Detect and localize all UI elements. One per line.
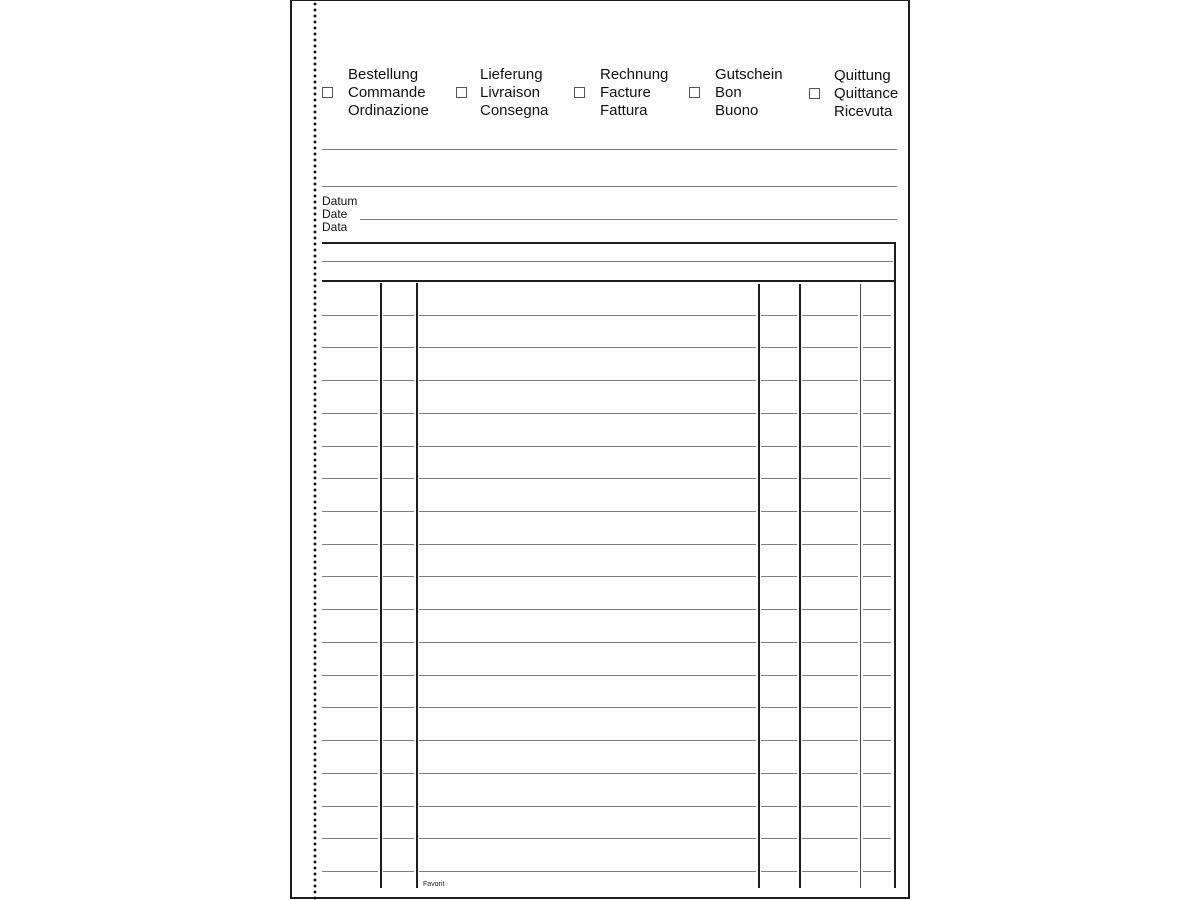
table-cell[interactable] bbox=[381, 774, 417, 807]
table-cell[interactable] bbox=[861, 512, 894, 545]
table-header-bottom-rule bbox=[322, 280, 895, 282]
table-row bbox=[322, 381, 894, 414]
column-rule-1 bbox=[380, 283, 382, 888]
table-cell[interactable] bbox=[417, 479, 759, 512]
label-it: Ricevuta bbox=[834, 103, 893, 120]
table-cell[interactable] bbox=[800, 577, 861, 610]
table-cell[interactable] bbox=[322, 577, 381, 610]
table-cell[interactable] bbox=[800, 283, 861, 316]
type-labels-delivery bbox=[480, 66, 548, 120]
label-it: Consegna bbox=[480, 102, 549, 119]
table-cell[interactable] bbox=[322, 741, 381, 774]
table-row bbox=[322, 348, 894, 381]
table-cell[interactable] bbox=[861, 381, 894, 414]
table-cell[interactable] bbox=[861, 479, 894, 512]
table-cell[interactable] bbox=[759, 283, 800, 316]
table-cell[interactable] bbox=[759, 414, 800, 447]
column-rule-5 bbox=[860, 284, 861, 888]
label-de: Bestellung bbox=[348, 66, 419, 83]
table-cell[interactable] bbox=[381, 381, 417, 414]
date-label-de: Datum bbox=[322, 194, 358, 208]
table-cell[interactable] bbox=[759, 545, 800, 578]
table-cell[interactable] bbox=[759, 708, 800, 741]
table-cell[interactable] bbox=[759, 577, 800, 610]
brand-mark: Favorit bbox=[423, 881, 445, 888]
table-cell[interactable] bbox=[381, 283, 417, 316]
table-cell[interactable] bbox=[322, 839, 381, 872]
table-cell[interactable] bbox=[381, 348, 417, 381]
type-labels-order bbox=[348, 66, 429, 120]
table-cell[interactable] bbox=[861, 610, 894, 643]
checkbox-order[interactable] bbox=[322, 87, 333, 98]
line-items-table bbox=[322, 283, 894, 872]
table-cell[interactable] bbox=[417, 414, 759, 447]
type-labels-receipt bbox=[834, 67, 898, 121]
table-cell[interactable] bbox=[800, 839, 861, 872]
table-cell[interactable] bbox=[417, 316, 759, 349]
table-cell[interactable] bbox=[417, 283, 759, 316]
table-cell[interactable] bbox=[322, 676, 381, 709]
table-cell[interactable] bbox=[381, 643, 417, 676]
table-cell[interactable] bbox=[417, 839, 759, 872]
table-cell[interactable] bbox=[381, 676, 417, 709]
table-cell[interactable] bbox=[381, 447, 417, 480]
table-cell[interactable] bbox=[759, 479, 800, 512]
table-row bbox=[322, 708, 894, 741]
type-option-delivery[interactable] bbox=[456, 66, 566, 126]
type-labels-invoice bbox=[600, 66, 668, 120]
table-cell[interactable] bbox=[417, 577, 759, 610]
table-row bbox=[322, 676, 894, 709]
checkbox-receipt[interactable] bbox=[809, 88, 820, 99]
table-cell[interactable] bbox=[417, 741, 759, 774]
table-cell[interactable] bbox=[417, 676, 759, 709]
table-cell[interactable] bbox=[417, 545, 759, 578]
type-option-invoice[interactable] bbox=[574, 66, 674, 126]
table-cell[interactable] bbox=[322, 610, 381, 643]
table-cell[interactable] bbox=[417, 610, 759, 643]
table-cell[interactable] bbox=[861, 774, 894, 807]
table-cell[interactable] bbox=[322, 414, 381, 447]
table-cell[interactable] bbox=[322, 512, 381, 545]
label-fr: Bon bbox=[715, 84, 742, 101]
table-cell[interactable] bbox=[800, 807, 861, 840]
table-cell[interactable] bbox=[322, 545, 381, 578]
table-cell[interactable] bbox=[322, 708, 381, 741]
table-cell[interactable] bbox=[381, 839, 417, 872]
table-cell[interactable] bbox=[759, 774, 800, 807]
date-field-line[interactable] bbox=[360, 219, 897, 220]
table-cell[interactable] bbox=[322, 447, 381, 480]
table-row bbox=[322, 283, 894, 316]
table-cell[interactable] bbox=[381, 708, 417, 741]
table-cell[interactable] bbox=[861, 283, 894, 316]
table-cell[interactable] bbox=[759, 447, 800, 480]
table-row bbox=[322, 316, 894, 349]
label-de: Quittung bbox=[834, 67, 891, 84]
table-row bbox=[322, 447, 894, 480]
type-option-order[interactable] bbox=[322, 66, 442, 126]
table-cell[interactable] bbox=[800, 414, 861, 447]
table-row bbox=[322, 839, 894, 872]
table-cell[interactable] bbox=[800, 774, 861, 807]
type-option-receipt[interactable] bbox=[809, 67, 904, 127]
label-it: Fattura bbox=[600, 102, 648, 119]
table-cell[interactable] bbox=[759, 381, 800, 414]
table-cell[interactable] bbox=[417, 512, 759, 545]
table-cell[interactable] bbox=[800, 643, 861, 676]
table-cell[interactable] bbox=[759, 643, 800, 676]
checkbox-invoice[interactable] bbox=[574, 87, 585, 98]
column-rule-4 bbox=[799, 284, 801, 888]
table-cell[interactable] bbox=[381, 807, 417, 840]
table-cell[interactable] bbox=[417, 447, 759, 480]
table-header-field-line[interactable] bbox=[322, 261, 893, 262]
table-cell[interactable] bbox=[322, 643, 381, 676]
table-cell[interactable] bbox=[861, 577, 894, 610]
table-cell[interactable] bbox=[417, 381, 759, 414]
table-cell[interactable] bbox=[759, 807, 800, 840]
label-de: Gutschein bbox=[715, 66, 783, 83]
table-cell[interactable] bbox=[381, 414, 417, 447]
table-cell[interactable] bbox=[322, 283, 381, 316]
table-cell[interactable] bbox=[800, 512, 861, 545]
table-cell[interactable] bbox=[800, 381, 861, 414]
table-cell[interactable] bbox=[800, 610, 861, 643]
table-row bbox=[322, 741, 894, 774]
table-cell[interactable] bbox=[861, 447, 894, 480]
label-de: Lieferung bbox=[480, 66, 543, 83]
date-label-it: Data bbox=[322, 220, 348, 234]
address-line-1[interactable] bbox=[322, 149, 897, 150]
table-row bbox=[322, 774, 894, 807]
table-cell[interactable] bbox=[322, 807, 381, 840]
table-cell[interactable] bbox=[759, 839, 800, 872]
table-cell[interactable] bbox=[381, 479, 417, 512]
label-fr: Facture bbox=[600, 84, 651, 101]
date-label-fr: Date bbox=[322, 207, 348, 221]
table-cell[interactable] bbox=[861, 708, 894, 741]
table-cell[interactable] bbox=[759, 512, 800, 545]
table-cell[interactable] bbox=[381, 512, 417, 545]
table-cell[interactable] bbox=[381, 316, 417, 349]
table-cell[interactable] bbox=[800, 545, 861, 578]
table-cell[interactable] bbox=[381, 741, 417, 774]
table-row bbox=[322, 414, 894, 447]
table-cell[interactable] bbox=[800, 741, 861, 774]
table-cell[interactable] bbox=[381, 577, 417, 610]
table-cell[interactable] bbox=[759, 610, 800, 643]
table-cell[interactable] bbox=[800, 348, 861, 381]
label-it: Buono bbox=[715, 102, 759, 119]
label-fr: Livraison bbox=[480, 84, 541, 101]
table-cell[interactable] bbox=[417, 774, 759, 807]
column-rule-3 bbox=[758, 284, 760, 888]
table-cell[interactable] bbox=[861, 741, 894, 774]
table-cell[interactable] bbox=[322, 381, 381, 414]
table-cell[interactable] bbox=[800, 676, 861, 709]
table-cell[interactable] bbox=[381, 545, 417, 578]
table-cell[interactable] bbox=[800, 316, 861, 349]
checkbox-delivery[interactable] bbox=[456, 87, 467, 98]
type-labels-voucher bbox=[715, 66, 783, 120]
table-row bbox=[322, 610, 894, 643]
table-row bbox=[322, 807, 894, 840]
table-cell[interactable] bbox=[322, 479, 381, 512]
label-de: Rechnung bbox=[600, 66, 669, 83]
table-cell[interactable] bbox=[861, 807, 894, 840]
table-row bbox=[322, 512, 894, 545]
table-cell[interactable] bbox=[861, 545, 894, 578]
table-cell[interactable] bbox=[759, 348, 800, 381]
table-cell[interactable] bbox=[800, 479, 861, 512]
table-header-top-rule bbox=[322, 242, 896, 244]
table-cell[interactable] bbox=[759, 741, 800, 774]
table-row bbox=[322, 545, 894, 578]
table-cell[interactable] bbox=[861, 348, 894, 381]
table-row bbox=[322, 479, 894, 512]
table-cell[interactable] bbox=[861, 839, 894, 872]
perforation-line bbox=[312, 0, 318, 900]
table-cell[interactable] bbox=[861, 316, 894, 349]
table-cell[interactable] bbox=[759, 676, 800, 709]
label-fr: Commande bbox=[348, 84, 426, 101]
table-cell[interactable] bbox=[417, 708, 759, 741]
table-right-rule bbox=[894, 242, 896, 888]
label-it: Ordinazione bbox=[348, 102, 429, 119]
table-cell[interactable] bbox=[861, 676, 894, 709]
label-fr: Quittance bbox=[834, 85, 899, 102]
table-row bbox=[322, 577, 894, 610]
table-cell[interactable] bbox=[861, 643, 894, 676]
table-cell[interactable] bbox=[800, 708, 861, 741]
column-rule-2 bbox=[416, 283, 418, 888]
table-cell[interactable] bbox=[417, 348, 759, 381]
table-cell[interactable] bbox=[322, 316, 381, 349]
table-cell[interactable] bbox=[759, 316, 800, 349]
table-cell[interactable] bbox=[861, 414, 894, 447]
table-row bbox=[322, 643, 894, 676]
address-line-2[interactable] bbox=[322, 186, 897, 187]
table-cell[interactable] bbox=[322, 348, 381, 381]
table-cell[interactable] bbox=[417, 807, 759, 840]
checkbox-voucher[interactable] bbox=[689, 87, 700, 98]
table-cell[interactable] bbox=[417, 643, 759, 676]
date-label bbox=[322, 195, 357, 234]
type-option-voucher[interactable] bbox=[689, 66, 789, 126]
table-cell[interactable] bbox=[322, 774, 381, 807]
table-cell[interactable] bbox=[800, 447, 861, 480]
table-cell[interactable] bbox=[381, 610, 417, 643]
